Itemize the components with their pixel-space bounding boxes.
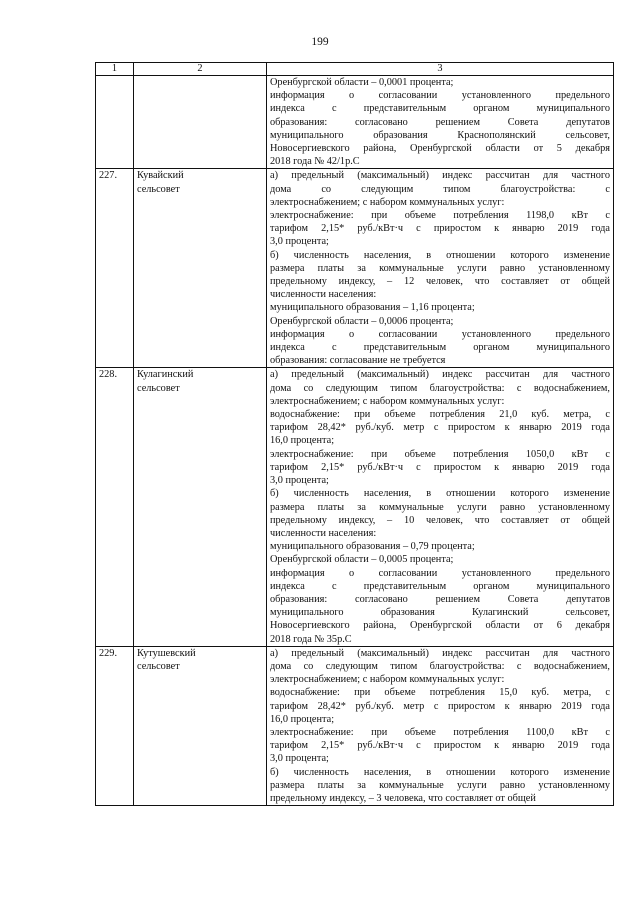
description-line: муниципального образования Кулагинский сельсовет,	[270, 607, 610, 619]
description-line: дома со следующим типом благоустройства: с водоснабжением,	[270, 382, 610, 394]
index-description	[267, 646, 614, 805]
municipality-name-line: сельсовет	[137, 183, 180, 195]
municipality-name	[134, 646, 267, 805]
description-line: размера платы за коммунальные услуги равно установленному	[270, 501, 610, 513]
municipality-name-line: Кутушевский	[137, 647, 196, 659]
row-number: 227.	[96, 169, 134, 368]
description-line: Новосергиевского района, Оренбургской области от 6 декабря	[270, 620, 610, 632]
description-line: тарифом 2,15* руб./кВт·ч с приростом к январю 2019 года	[270, 740, 610, 752]
table-row	[96, 76, 614, 169]
description-line: дома со следующим типом благоустройства: с водоснабжением,	[270, 660, 610, 672]
description-line: 16,0 процента;	[270, 713, 335, 725]
description-line: б) численность населения, в отношении которого изменение	[270, 249, 610, 261]
description-line: 2018 года № 35р.С	[270, 633, 352, 645]
description-line: 3,0 процента;	[270, 236, 329, 248]
municipality-name	[134, 76, 267, 169]
description-line: индекса с представительным органом муниципального	[270, 580, 610, 592]
description-line: Новосергиевского района, Оренбургской области от 5 декабря	[270, 143, 610, 155]
page-number: 199	[311, 36, 329, 48]
description-line: тарифом 28,42* руб./куб. метр с приростом к январю 2019 года	[270, 422, 610, 434]
description-line: муниципального образования – 1,16 процента;	[270, 302, 475, 314]
description-line: предельному индексу, – 3 человека, что составляет от общей	[270, 792, 536, 804]
row-number	[96, 76, 134, 169]
index-description	[267, 76, 614, 169]
row-number: 229.	[96, 646, 134, 805]
table-row	[96, 368, 614, 646]
municipality-name-line: Кулагинский	[137, 369, 194, 381]
description-line: предельному индексу, – 12 человек, что составляет от общей	[270, 276, 610, 288]
description-line: 3,0 процента;	[270, 475, 329, 487]
description-line: водоснабжение: при объеме потребления 15,0 куб. метра, с	[270, 687, 610, 699]
description-line: а) предельный (максимальный) индекс рассчитан для частного	[270, 647, 610, 659]
table-row	[96, 169, 614, 368]
description-line: 3,0 процента;	[270, 753, 329, 765]
description-line: тарифом 2,15* руб./кВт·ч с приростом к январю 2019 года	[270, 223, 610, 235]
column-header-description: 3	[267, 63, 614, 76]
description-line: предельному индексу, – 10 человек, что составляет от общей	[270, 514, 610, 526]
description-line: информация о согласовании установленного предельного	[270, 567, 610, 579]
description-line: муниципального образования – 0,79 процента;	[270, 541, 475, 553]
description-line: Оренбургской области – 0,0001 процента;	[270, 77, 454, 88]
description-line: индекса с представительным органом муниципального	[270, 342, 610, 354]
description-line: водоснабжение: при объеме потребления 21,0 куб. метра, с	[270, 409, 610, 421]
column-header-municipality: 2	[134, 63, 267, 76]
description-line: а) предельный (максимальный) индекс рассчитан для частного	[270, 369, 610, 381]
description-line: б) численность населения, в отношении которого изменение	[270, 488, 610, 500]
description-line: информация о согласовании установленного предельного	[270, 90, 610, 102]
description-line: электроснабжением; с набором коммунальных услуг:	[270, 196, 505, 208]
description-line: образования: согласование не требуется	[270, 355, 446, 367]
description-line: Оренбургской области – 0,0005 процента;	[270, 554, 454, 566]
description-line: дома со следующим типом благоустройства: с	[270, 183, 610, 195]
description-line: образования: согласовано решением Совета депутатов	[270, 593, 610, 605]
description-line: Оренбургской области – 0,0006 процента;	[270, 315, 454, 327]
description-line: численности населения:	[270, 527, 377, 539]
description-line: образования: согласовано решением Совета депутатов	[270, 116, 610, 128]
table-row	[96, 646, 614, 805]
description-line: размера платы за коммунальные услуги равно установленному	[270, 779, 610, 791]
description-line: б) численность населения, в отношении которого изменение	[270, 766, 610, 778]
description-line: информация о согласовании установленного предельного	[270, 328, 610, 340]
table-header-row	[96, 63, 614, 76]
description-line: а) предельный (максимальный) индекс рассчитан для частного	[270, 170, 610, 182]
tariff-index-table	[95, 62, 614, 806]
description-line: 2018 года № 42/1р.С	[270, 156, 360, 168]
description-line: электроснабжением; с набором коммунальных услуг:	[270, 674, 505, 686]
description-line: муниципального образования Краснополянский сельсовет,	[270, 129, 610, 141]
description-line: электроснабжением; с набором коммунальных услуг:	[270, 395, 505, 407]
municipality-name-line: сельсовет	[137, 660, 180, 672]
municipality-name	[134, 368, 267, 646]
municipality-name-line: сельсовет	[137, 382, 180, 394]
description-line: тарифом 2,15* руб./кВт·ч с приростом к январю 2019 года	[270, 461, 610, 473]
column-header-number: 1	[96, 63, 134, 76]
row-number: 228.	[96, 368, 134, 646]
municipality-name-line: Кувайский	[137, 170, 184, 182]
description-line: размера платы за коммунальные услуги равно установленному	[270, 262, 610, 274]
description-line: электроснабжение: при объеме потребления 1050,0 кВт с	[270, 448, 610, 460]
index-description	[267, 169, 614, 368]
description-line: тарифом 28,42* руб./куб. метр с приростом к январю 2019 года	[270, 700, 610, 712]
description-line: численности населения:	[270, 289, 377, 301]
index-description	[267, 368, 614, 646]
description-line: индекса с представительным органом муниципального	[270, 103, 610, 115]
description-line: электроснабжение: при объеме потребления 1198,0 кВт с	[270, 210, 610, 222]
description-line: 16,0 процента;	[270, 435, 335, 447]
municipality-name	[134, 169, 267, 368]
description-line: электроснабжение: при объеме потребления 1100,0 кВт с	[270, 726, 610, 738]
